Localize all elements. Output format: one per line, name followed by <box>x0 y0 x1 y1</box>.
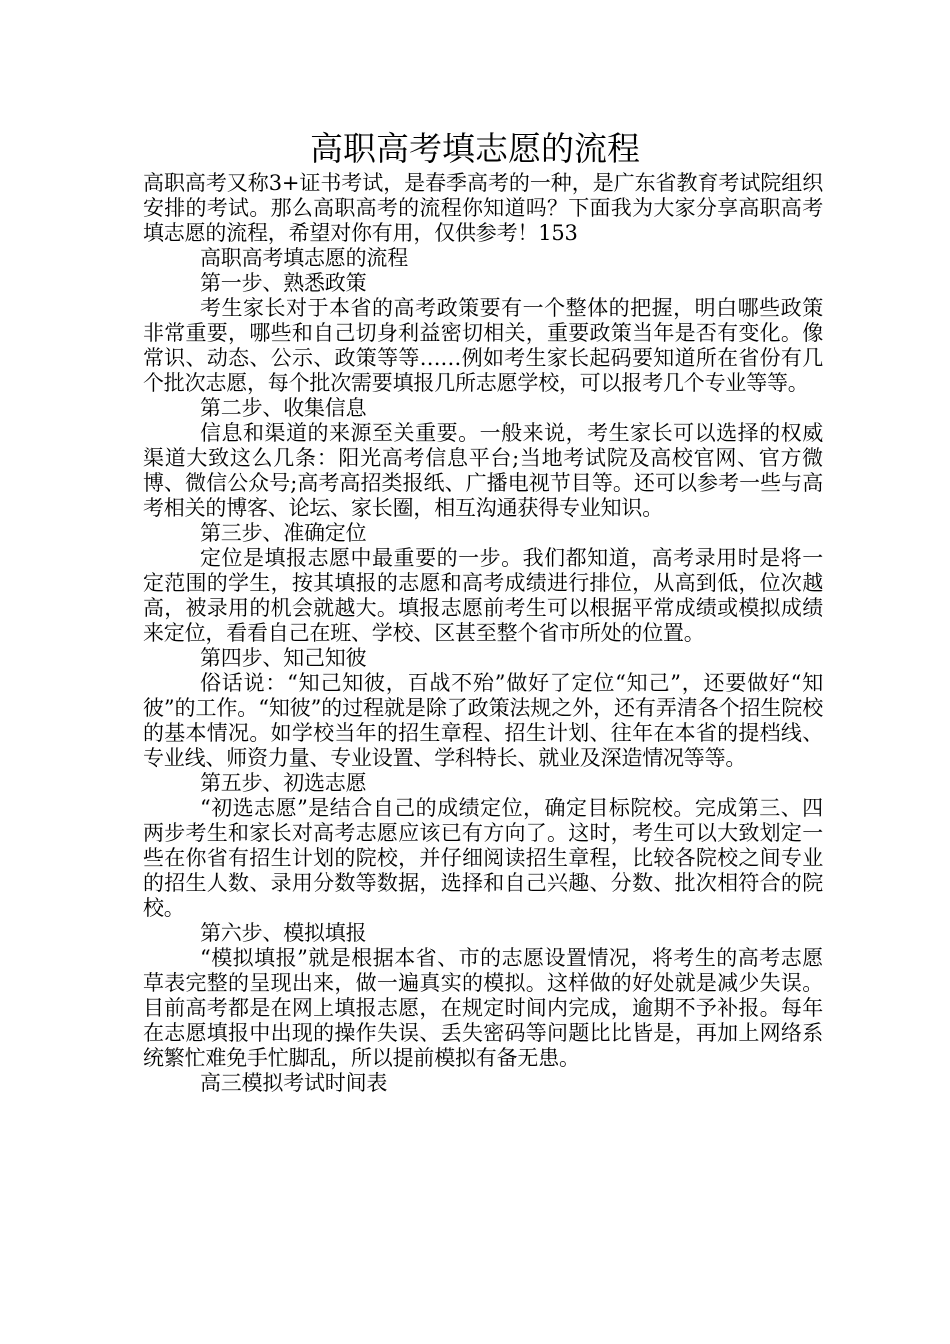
step-4-heading: 第四步、知己知彼 <box>200 646 367 670</box>
step-1-body: 考生家长对于本省的高考政策要有一个整体的把握，明白哪些政策非常重要，哪些和自己切身利益密切相关，重要政策当年是否有变化。像常识、动态、公示、政策等等……例如考生家长起码要知道所在省份有几个批次志愿，每个批次需要填报几所志愿学校，可以报考几个专业等等。 <box>143 296 823 395</box>
step-4-body: 俗话说：“知己知彼，百战不殆”做好了定位“知己”，还要做好“知彼”的工作。“知彼”的过程就是除了政策法规之外，还有弄清各个招生院校的基本情况。如学校当年的招生章程、招生计划、往年在本省的提档线、专业线、师资力量、专业设置、学科特长、就业及深造情况等等。 <box>143 671 823 770</box>
step-6-heading: 第六步、模拟填报 <box>200 921 367 945</box>
step-5-body: “初选志愿”是结合自己的成绩定位，确定目标院校。完成第三、四两步考生和家长对高考志愿应该已有方向了。这时，考生可以大致划定一些在你省有招生计划的院校，并仔细阅读招生章程，比较各院校之间专业的招生人数、录用分数等数据，选择和自己兴趣、分数、批次相符合的院校。 <box>143 796 823 920</box>
step-2-heading: 第二步、收集信息 <box>200 396 367 420</box>
document-body <box>143 171 823 1096</box>
step-5-heading: 第五步、初选志愿 <box>200 771 367 795</box>
step-6-body: “模拟填报”就是根据本省、市的志愿设置情况，将考生的高考志愿草表完整的呈现出来，做一遍真实的模拟。这样做的好处就是减少失误。目前高考都是在网上填报志愿，在规定时间内完成，逾期不予补报。每年在志愿填报中出现的操作失误、丢失密码等问题比比皆是，再加上网络系统繁忙难免手忙脚乱，所以提前模拟有备无患。 <box>143 946 823 1070</box>
step-3-heading: 第三步、准确定位 <box>200 521 367 545</box>
document-title: 高职高考填志愿的流程 <box>310 129 640 168</box>
step-3-body: 定位是填报志愿中最重要的一步。我们都知道，高考录用时是将一定范围的学生，按其填报的志愿和高考成绩进行排位，从高到低，位次越高，被录用的机会就越大。填报志愿前考生可以根据平常成绩或模拟成绩来定位，看看自己在班、学校、区甚至整个省市所处的位置。 <box>143 546 823 645</box>
closing-heading: 高三模拟考试时间表 <box>200 1071 388 1095</box>
step-2-body: 信息和渠道的来源至关重要。一般来说，考生家长可以选择的权威渠道大致这么几条：阳光高考信息平台;当地考试院及高校官网、官方微博、微信公众号;高考高招类报纸、广播电视节目等。还可以参考一些与高考相关的博客、论坛、家长圈，相互沟通获得专业知识。 <box>143 421 823 520</box>
section-title: 高职高考填志愿的流程 <box>200 246 408 270</box>
step-1-heading: 第一步、熟悉政策 <box>200 271 367 295</box>
intro-paragraph: 高职高考又称3+证书考试，是春季高考的一种，是广东省教育考试院组织安排的考试。那么高职高考的流程你知道吗？下面我为大家分享高职高考填志愿的流程，希望对你有用，仅供参考！153 <box>143 171 823 245</box>
